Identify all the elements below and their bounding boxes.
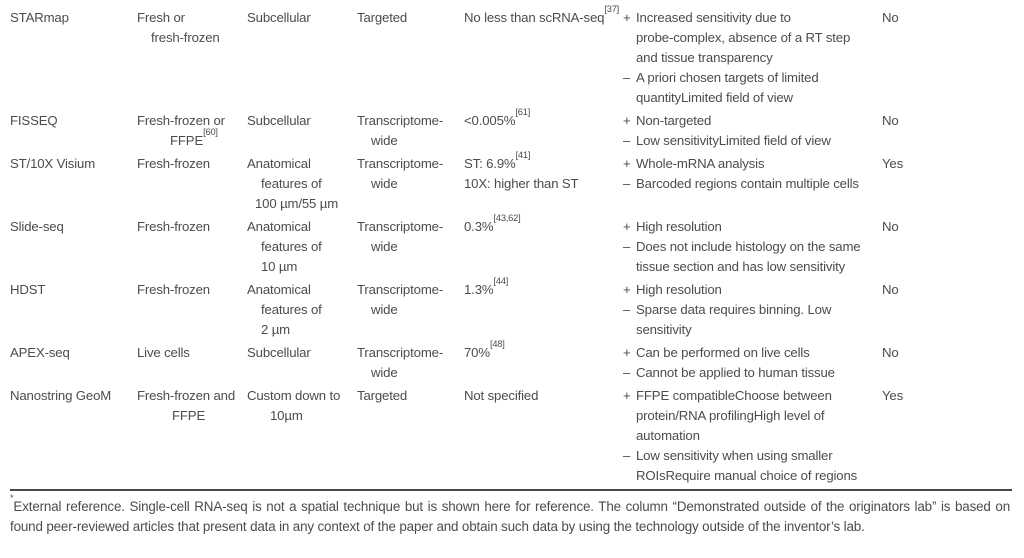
demonstrated-cell: No: [882, 113, 899, 128]
pros-item: + Increased sensitivity due to probe‑complex, absence of a RT step and tissue transparency: [623, 8, 882, 68]
footnote-asterisk: *: [10, 493, 14, 504]
table-row: [10, 276, 1012, 340]
cell-line: 0.3%[43,62]: [464, 213, 521, 234]
coverage-cell: [357, 111, 464, 151]
cell-line: 10µm: [270, 408, 303, 423]
resolution-cell: [247, 280, 357, 340]
resolution-cell: [247, 217, 357, 277]
reference-superscript: [41]: [515, 150, 531, 161]
table-footnote: [10, 493, 1010, 536]
minus-sign: –: [623, 302, 631, 317]
cell-line: features of: [261, 176, 322, 191]
minus-sign: –: [623, 133, 631, 148]
sample-cell: [137, 343, 247, 363]
method-cell: Nanostring GeoM: [10, 388, 112, 403]
sample-cell: [137, 386, 247, 426]
cell-line: Transcriptome-: [357, 113, 444, 128]
pros-item: + High resolution: [623, 217, 882, 237]
reference-superscript: [37]: [604, 4, 620, 15]
pros-cons-cell: [623, 217, 882, 277]
cell-line: <0.005%[61]: [464, 107, 531, 128]
cell-line: FFPE[60]: [170, 127, 218, 148]
minus-sign: –: [623, 239, 631, 254]
coverage-cell: [357, 280, 464, 320]
efficiency-cell: [464, 276, 623, 300]
reference-superscript: [43,62]: [493, 213, 521, 224]
cell-line: Anatomical: [247, 282, 311, 297]
cell-line: features of: [261, 239, 322, 254]
demonstrated-cell: Yes: [882, 388, 904, 403]
efficiency-cell: [464, 107, 623, 131]
plus-sign: +: [623, 10, 631, 25]
cell-line: ST: 6.9%[41]: [464, 150, 531, 171]
sample-cell: [137, 280, 247, 300]
cell-line: wide: [371, 239, 398, 254]
plus-sign: +: [623, 345, 631, 360]
cell-line: Anatomical: [247, 156, 311, 171]
cell-line: Targeted: [357, 388, 408, 403]
cell-line: Transcriptome-: [357, 219, 444, 234]
demonstrated-cell: Yes: [882, 156, 904, 171]
cons-item: – Cannot be applied to human tissue: [623, 363, 882, 383]
cons-item: – Does not include histology on the same tissue section and has low sensitivity: [623, 237, 882, 277]
coverage-cell: [357, 343, 464, 383]
cell-line: fresh-frozen: [151, 30, 220, 45]
cell-line: wide: [371, 302, 398, 317]
demonstrated-cell: No: [882, 10, 899, 25]
cell-line: Transcriptome-: [357, 156, 444, 171]
reference-superscript: [44]: [493, 276, 509, 287]
pros-item: + Whole-mRNA analysis: [623, 154, 882, 174]
sample-cell: [137, 8, 247, 48]
cell-line: Live cells: [137, 345, 190, 360]
cell-line: Targeted: [357, 10, 408, 25]
coverage-cell: [357, 386, 464, 406]
footnote-text: External reference. Single-cell RNA-seq is not a spatial technique but is shown here for reference. The column “Demonstrated outside of the originators lab” is based on found peer-reviewed articles that present data in any context of the paper and obtain such data by using the technology outside of the inventor’s lab.: [10, 499, 1010, 534]
efficiency-cell: [464, 150, 623, 194]
method-cell: APEX-seq: [10, 345, 70, 360]
reference-superscript: [60]: [203, 127, 218, 138]
cell-line: 2 µm: [261, 322, 290, 337]
cell-line: 70%[48]: [464, 339, 505, 360]
pros-cons-cell: [623, 343, 882, 383]
plus-sign: +: [623, 282, 631, 297]
cell-line: Anatomical: [247, 219, 311, 234]
method-cell: HDST: [10, 282, 46, 297]
resolution-cell: [247, 343, 357, 363]
pros-cons-cell: [623, 111, 882, 151]
efficiency-cell: [464, 213, 623, 237]
cell-line: Fresh-frozen and: [137, 388, 236, 403]
table-row: [10, 150, 1012, 214]
minus-sign: –: [623, 176, 631, 191]
cell-line: Subcellular: [247, 10, 311, 25]
table-row: [10, 213, 1012, 277]
minus-sign: –: [623, 448, 631, 463]
sample-cell: [137, 154, 247, 174]
cell-line: Subcellular: [247, 345, 311, 360]
demonstrated-cell: No: [882, 282, 899, 297]
minus-sign: –: [623, 70, 631, 85]
resolution-cell: [247, 111, 357, 131]
cell-line: 10X: higher than ST: [464, 176, 579, 191]
cell-line: 1.3%[44]: [464, 276, 509, 297]
cons-item: – A priori chosen targets of limited quantityLimited field of view: [623, 68, 882, 108]
demonstrated-cell: No: [882, 219, 899, 234]
cell-line: wide: [371, 365, 398, 380]
pros-cons-cell: [623, 280, 882, 340]
method-cell: STARmap: [10, 10, 69, 25]
efficiency-cell: [464, 339, 623, 363]
method-cell: FISSEQ: [10, 113, 58, 128]
resolution-cell: [247, 386, 357, 426]
efficiency-cell: [464, 4, 623, 28]
minus-sign: –: [623, 365, 631, 380]
sample-cell: [137, 217, 247, 237]
demonstrated-cell: No: [882, 345, 899, 360]
coverage-cell: [357, 154, 464, 194]
plus-sign: +: [623, 113, 631, 128]
cell-line: Custom down to: [247, 388, 341, 403]
cell-line: Fresh or: [137, 10, 185, 25]
method-cell: Slide-seq: [10, 219, 64, 234]
pros-cons-cell: [623, 154, 882, 194]
cell-line: Transcriptome-: [357, 345, 444, 360]
pros-item: + Non-targeted: [623, 111, 882, 131]
efficiency-cell: [464, 386, 623, 406]
plus-sign: +: [623, 156, 631, 171]
cell-line: FFPE: [172, 408, 206, 423]
reference-superscript: [48]: [489, 339, 505, 350]
pros-item: + Can be performed on live cells: [623, 343, 882, 363]
cell-line: Fresh-frozen: [137, 219, 210, 234]
cell-line: 10 µm: [261, 259, 298, 274]
cons-item: – Sparse data requires binning. Low sensitivity: [623, 300, 882, 340]
reference-superscript: [61]: [515, 107, 531, 118]
coverage-cell: [357, 8, 464, 28]
resolution-cell: [247, 154, 357, 214]
plus-sign: +: [623, 388, 631, 403]
pros-item: + FFPE compatibleChoose between protein/RNA profilingHigh level of automation: [623, 386, 882, 446]
table-row: [10, 386, 1012, 486]
coverage-cell: [357, 217, 464, 257]
pros-item: + High resolution: [623, 280, 882, 300]
table-row: [10, 107, 1012, 151]
table-row: [10, 4, 1012, 108]
cell-line: Transcriptome-: [357, 282, 444, 297]
cell-line: 100 µm/55 µm: [255, 196, 339, 211]
pros-cons-cell: [623, 8, 882, 108]
plus-sign: +: [623, 219, 631, 234]
cell-line: wide: [371, 133, 398, 148]
cell-line: features of: [261, 302, 322, 317]
table-bottom-rule: [10, 489, 1012, 491]
cell-line: Fresh-frozen or: [137, 113, 225, 128]
cons-item: – Low sensitivityLimited field of view: [623, 131, 882, 151]
cons-item: – Barcoded regions contain multiple cells: [623, 174, 882, 194]
table-row: [10, 339, 1012, 383]
cell-line: Fresh-frozen: [137, 282, 210, 297]
sample-cell: [137, 111, 247, 151]
cell-line: Fresh-frozen: [137, 156, 210, 171]
cell-line: Not specified: [464, 388, 539, 403]
cell-line: wide: [371, 176, 398, 191]
method-cell: ST/10X Visium: [10, 156, 96, 171]
pros-cons-cell: [623, 386, 882, 486]
cons-item: – Low sensitivity when using smaller ROIsRequire manual choice of regions: [623, 446, 882, 486]
cell-line: Subcellular: [247, 113, 311, 128]
cell-line: No less than scRNA-seq[37]: [464, 4, 620, 25]
resolution-cell: [247, 8, 357, 28]
